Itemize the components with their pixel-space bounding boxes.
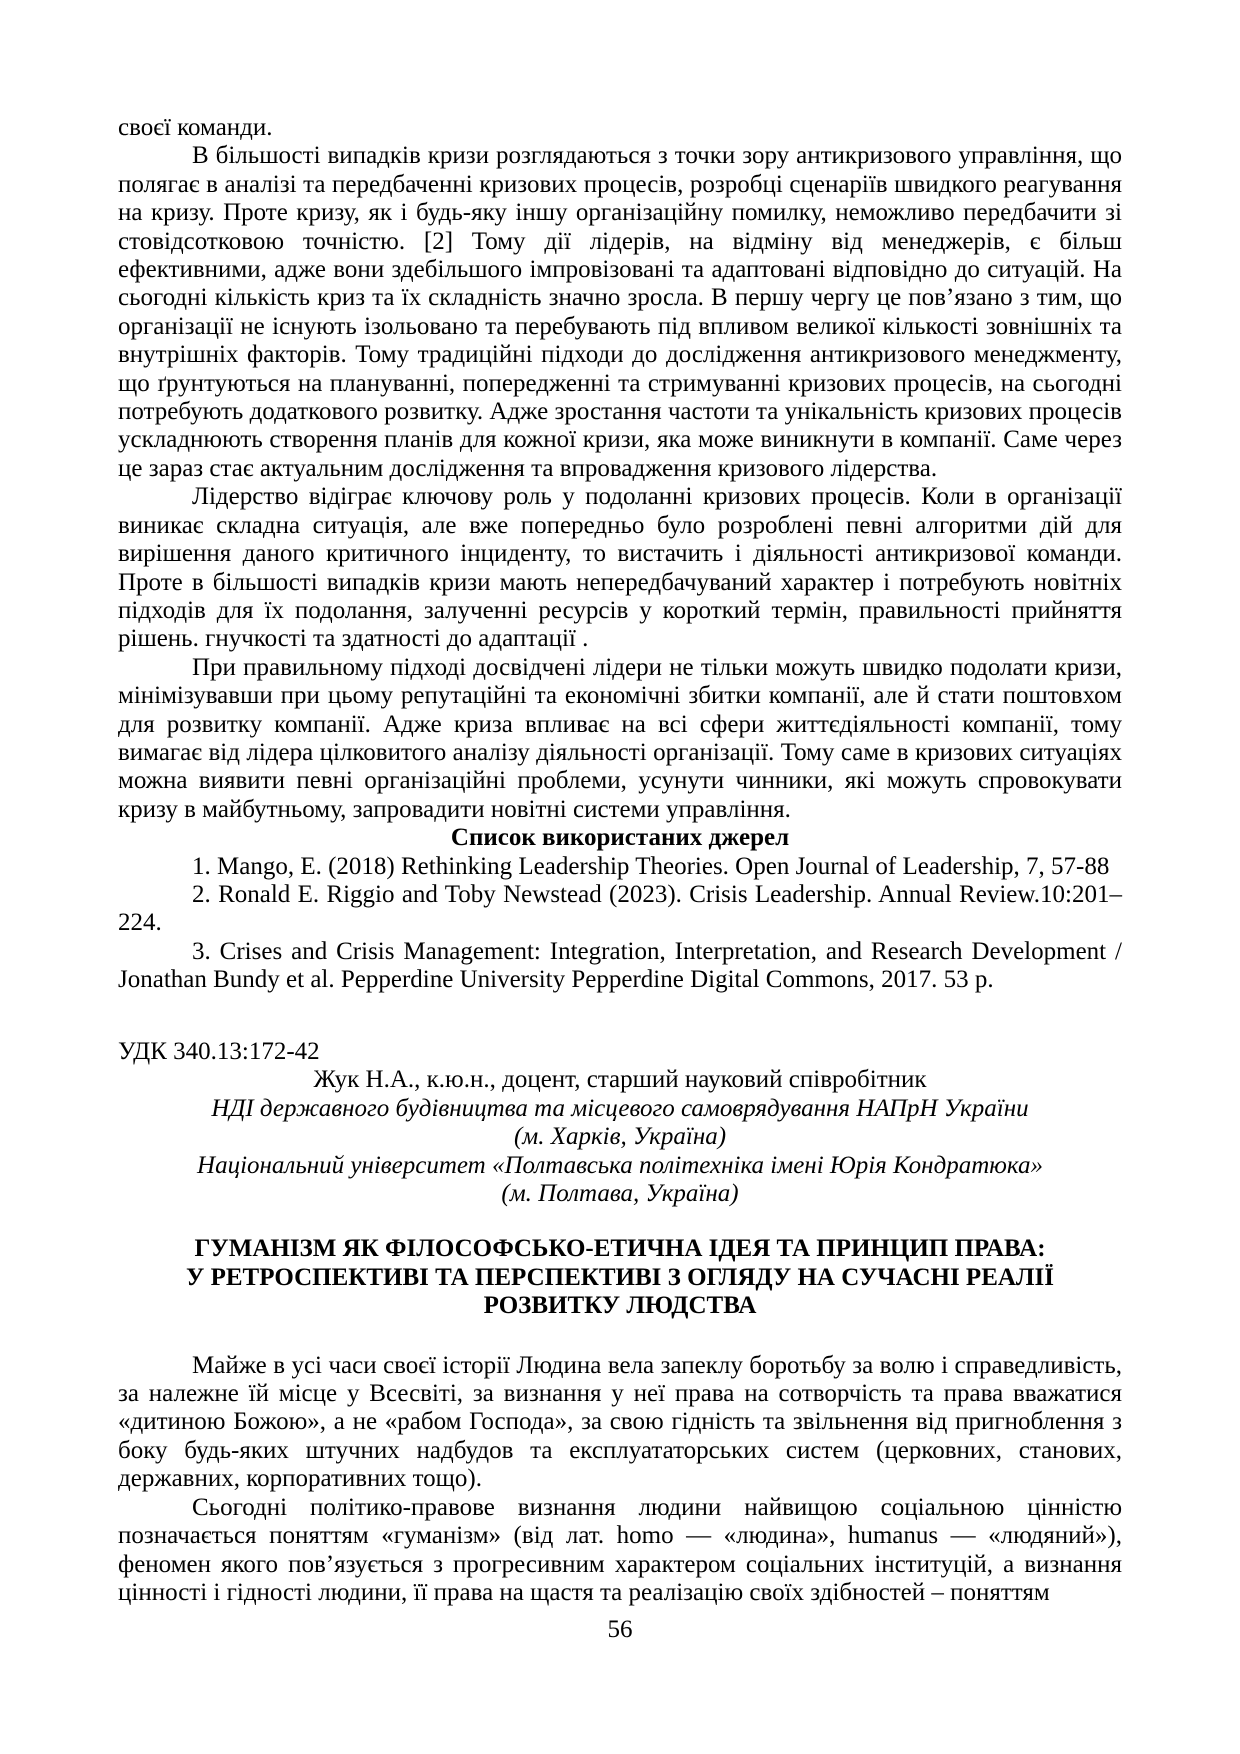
udc-code: УДК 340.13:172-42 [118,1038,320,1065]
references-heading: Список використаних джерел [450,824,790,852]
article-title [118,1235,1122,1320]
body-paragraph-4: Майже в усі часи своєї історії Людина вела запеклу боротьбу за волю і справедливість, за належне їй місце у Всесвіті, за визнання у неї права на сотворчість та права вважатися «дитиною Божою», а не «рабом Господа», за свою гідність та звільнення від пригноблення з боку будь-яких штучних надбудов та експлуататорських систем (церковних, станових, державних, корпоративних тощо). [118,1351,1122,1493]
body-paragraph-1: В більшості випадків кризи розглядаються з точки зору антикризового управління, що полягає в аналізі та передбаченні кризових процесів, розробці сценаріїв швидкого реагування на кризу. Проте кризу, як і будь-яку іншу організаційну помилку, неможливо передбачити зі стовідсотковою точністю. [2] Тому дії лідерів, на відміну від менеджерів, є більш ефективними, адже вони здебільшого імпровізовані та адаптовані відповідно до ситуацій. На сьогодні кількість криз та їх складність значно зросла. В першу чергу це пов’язано з тим, що організації не існують ізольовано та перебувають під впливом великої кількості зовнішніх та внутрішніх факторів. Тому традиційні підходи до дослідження антикризового менеджменту, що ґрунтуються на плануванні, попередженні та стримуванні кризових процесів, на сьогодні потребують додаткового розвитку. Адже зростання частоти та унікальність кризових процесів ускладнюють створення планів для кожної кризи, яка може виникнути в компанії. Саме через це зараз стає актуальним дослідження та впровадження кризового лідерства. [118,142,1122,482]
affiliation-line-3: Національний університет «Полтавська політехніка імені Юрія Кондратюка» [197,1151,1043,1179]
continuation-line: своєї команди. [118,114,273,141]
section-humanism-article [118,1038,1122,1607]
author-line: Жук Н.А., к.ю.н., доцент, старший науковий співробітник [313,1066,927,1094]
body-paragraph-2: Лідерство відіграє ключову роль у подоланні кризових процесів. Коли в організації виникає складна ситуація, але вже попередньо було розроблені певні алгоритми дій для вирішення даного критичного інциденту, то вистачить і діяльності антикризової команди. Проте в більшості випадків кризи мають непередбачуваний характер і потребують новітніх підходів для їх подолання, залученні ресурсів у короткий термін, правильності прийняття рішень. гнучкості та здатності до адаптації . [118,483,1122,653]
article-title-line-3: РОЗВИТКУ ЛЮДСТВА [483,1292,757,1320]
reference-item-3: 3. Crises and Crisis Management: Integration, Interpretation, and Research Development / Jonathan Bundy et al. Pepperdine University Pepperdine Digital Commons, 2017. 53 p. [118,937,1122,994]
article-title-line-2: У РЕТРОСПЕКТИВІ ТА ПЕРСПЕКТИВІ З ОГЛЯДУ НА СУЧАСНІ РЕАЛІЇ [185,1263,1055,1291]
body-paragraph-5: Сьогодні політико-правове визнання людини найвищою соціальною цінністю позначається поняттям «гуманізм» (від лат. homo — «людина», humanus — «людяний»), феномен якого пов’язується з прогресивним характером соціальних інституцій, а визнання цінності і гідності людини, її права на щастя та реалізацію своїх здібностей – поняттям [118,1493,1122,1606]
page-number: 56 [607,1616,633,1643]
reference-item-2: 2. Ronald E. Riggio and Toby Newstead (2023). Crisis Leadership. Annual Review.10:201–224. [118,880,1122,937]
affiliation-line-4: (м. Полтава, Україна) [501,1180,739,1208]
article-title-line-1: ГУМАНІЗМ ЯК ФІЛОСОФСЬКО-ЕТИЧНА ІДЕЯ ТА ПРИНЦИП ПРАВА: [194,1235,1046,1263]
reference-item-1: 1. Mango, E. (2018) Rethinking Leadership Theories. Open Journal of Leadership, 7, 57-88 [192,852,1110,880]
body-paragraph-3: При правильному підході досвідчені лідери не тільки можуть швидко подолати кризи, мінімізувавши при цьому репутаційні та економічні збитки компанії, але й стати поштовхом для розвитку компанії. Адже криза впливає на всі сфери життєдіяльності компанії, тому вимагає від лідера цілковитого аналізу діяльності організації. Тому саме в кризових ситуаціях можна виявити певні організаційні проблеми, усунути чинники, які можуть спровокувати кризу в майбутньому, запровадити новітні системи управління. [118,653,1122,823]
section-crisis-leadership [118,114,1122,995]
affiliation-line-1: НДІ державного будівництва та місцевого самоврядування НАПрН України [211,1094,1029,1122]
affiliation-line-2: (м. Харків, Україна) [513,1123,727,1151]
